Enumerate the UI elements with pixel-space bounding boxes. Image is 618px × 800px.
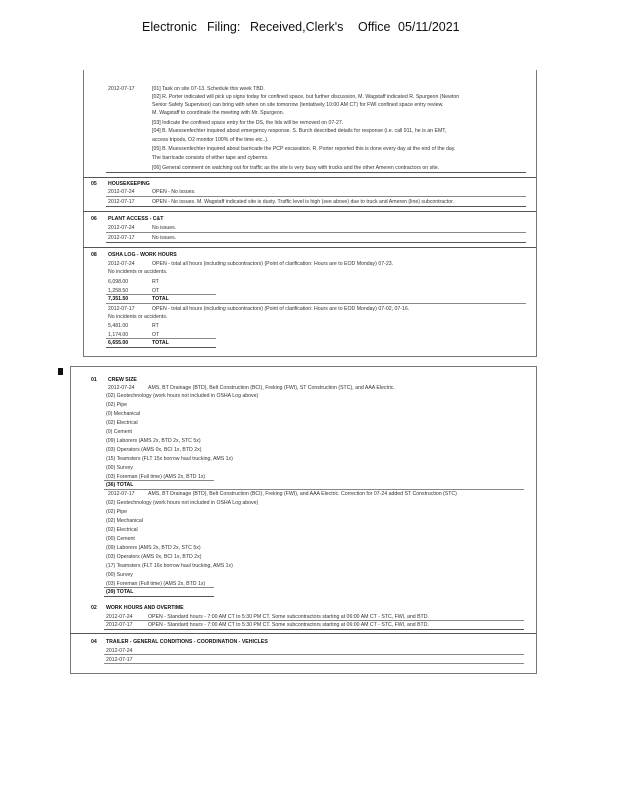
entry-date: 2012-07-17 bbox=[108, 86, 135, 92]
entry-line: [04] B. Muessenfechter inquired about emergency response. S. Burch described details for response (i.e. call 911, he is an EMT, bbox=[152, 128, 447, 134]
crew-item: (02) Electrical bbox=[106, 420, 138, 426]
header-received: Received,Clerk's bbox=[250, 20, 344, 34]
divider bbox=[83, 211, 536, 212]
row-date: 2012-07-24 bbox=[108, 261, 135, 267]
row-date: 2012-07-24 bbox=[108, 225, 135, 231]
row-text: OPEN - Standard hours - 7:00 AM CT to 5:30 PM CT. Some subcontractors starting at 06:00 AM CT - STC, FWI, and BTD. bbox=[148, 614, 429, 620]
crew-item: (09) Laborers (AMS 2x, BTD 2x, STC 5x) bbox=[106, 438, 201, 444]
divider bbox=[83, 177, 536, 178]
hours-value: 6,098.00 bbox=[108, 279, 129, 285]
divider bbox=[106, 338, 216, 339]
row-text: OPEN - No issues. M. Wagstaff indicated site is dusty. Traffic level is high (see above) due to truck and Ameren (line) subcontractor. bbox=[152, 199, 454, 205]
row-date: 2012-07-24 bbox=[106, 648, 133, 654]
crew-item: (02) Electrical bbox=[106, 527, 138, 533]
divider bbox=[104, 654, 524, 655]
divider bbox=[104, 629, 524, 630]
crew-item: (00) Survey bbox=[106, 465, 133, 471]
row-text: AMS, BT Drainage (BTD), Belt Construction (BCI), Freking (FWI), ST Construction (STC), and AAA Electric. bbox=[148, 385, 395, 391]
divider bbox=[104, 620, 524, 621]
row-date: 2012-07-24 bbox=[108, 385, 135, 391]
hours-label: OT bbox=[152, 288, 160, 294]
header-electronic: Electronic bbox=[142, 20, 197, 34]
section-title: HOUSEKEEPING bbox=[108, 181, 150, 187]
entry-line: [03] Indicate the confined space entry for the DS, the lids will be removed on 07-27. bbox=[152, 120, 344, 126]
scan-speck: · bbox=[300, 726, 302, 731]
row-date: 2012-07-24 bbox=[106, 614, 133, 620]
entry-line: [01] Task on site 07-13. Schedule this week TBD. bbox=[152, 86, 265, 92]
entry-line: [02] R. Porter indicated will pick up signs today for confined space, but further discussion, M. Wagstaff indicated R. Spurgeon (Newton bbox=[152, 94, 460, 100]
hours-value: 1,258.50 bbox=[108, 288, 129, 294]
entry-line: [05] B. Muessenfechter inquired about barricade the PCP excavation. R. Porter reported this is done every day at the end of the day. bbox=[152, 146, 456, 152]
divider bbox=[106, 347, 216, 348]
header-office: Office bbox=[358, 20, 391, 34]
section-title: CREW SIZE bbox=[108, 377, 137, 383]
section-number: 02 bbox=[91, 605, 97, 611]
divider bbox=[106, 206, 526, 207]
section-title: WORK HOURS AND OVERTIME bbox=[106, 605, 184, 611]
crew-item: (00) Cement bbox=[106, 536, 135, 542]
hours-total-label: TOTAL bbox=[152, 296, 169, 302]
header-filing: Filing: bbox=[207, 20, 241, 34]
section-number: 06 bbox=[91, 216, 97, 222]
hours-label: OT bbox=[152, 332, 160, 338]
crew-item: (03) Operators (AMS 0x, BCI 1x, BTD 2x) bbox=[106, 447, 202, 453]
divider bbox=[106, 232, 526, 233]
divider bbox=[104, 663, 524, 664]
row-text: OPEN - Standard hours - 7:00 AM CT to 5:30 PM CT. Some subcontractors starting at 06:00 AM CT - STC, FWI, and BTD. bbox=[148, 622, 429, 628]
row-date: 2012-07-17 bbox=[108, 235, 135, 241]
hours-total-value: 6,655.00 bbox=[108, 340, 129, 346]
entry-line: M. Wagstaff to coordinate the meeting with Mr. Spurgeon. bbox=[152, 110, 285, 116]
divider bbox=[106, 303, 526, 304]
crew-item: (02) Pipe bbox=[106, 402, 128, 408]
row-date: 2012-07-24 bbox=[108, 189, 135, 195]
crew-total: (36) TOTAL bbox=[106, 482, 134, 488]
entry-line: The barricade consists of either tape and cyberms. bbox=[152, 155, 269, 161]
crew-item: (0) Cement bbox=[106, 429, 132, 435]
section-title: TRAILER - GENERAL CONDITIONS - COORDINATION - VEHICLES bbox=[106, 639, 268, 645]
divider bbox=[106, 294, 216, 295]
divider bbox=[106, 172, 526, 173]
section-title: PLANT ACCESS - C&T bbox=[108, 216, 164, 222]
row-note: No incidents or accidents. bbox=[108, 314, 168, 320]
hours-total-label: TOTAL bbox=[152, 340, 169, 346]
section-number: 05 bbox=[91, 181, 97, 187]
hours-total-value: 7,351.50 bbox=[108, 296, 129, 302]
entry-line: [06] General comment on watching out for traffic as the site is very busy with trucks and the other Ameren contractors on site. bbox=[152, 165, 440, 171]
row-text: OPEN - total all hours (including subcontractors) (Point of clarification: Hours are to EOD Monday) 07-23. bbox=[152, 261, 394, 267]
divider bbox=[70, 633, 536, 634]
crew-item: (09) Laborers (AMS 2x, BTD 2x, STC 5x) bbox=[106, 545, 201, 551]
section-number: 01 bbox=[91, 377, 97, 383]
row-text: AMS, BT Drainage (BTD), Belt Construction (BCI), Freking (FWI), and AAA Electric. Correction for 07-24 added ST Construction (STC) bbox=[148, 491, 457, 497]
crew-item: (0) Mechanical bbox=[106, 411, 141, 417]
hours-value: 5,481.00 bbox=[108, 323, 129, 329]
divider bbox=[83, 247, 536, 248]
crew-item: (03) Foreman (Full time) (AMS 2x, BTD 1x) bbox=[106, 581, 206, 587]
divider bbox=[104, 489, 524, 490]
row-text: No issues. bbox=[152, 235, 177, 241]
hours-label: RT bbox=[152, 279, 159, 285]
hours-label: RT bbox=[152, 323, 159, 329]
crew-item: (03) Operators (AMS 0x, BCI 1x, BTD 2x) bbox=[106, 554, 202, 560]
page-marker bbox=[58, 368, 63, 375]
crew-item: (02) Mechanical bbox=[106, 518, 143, 524]
divider bbox=[104, 480, 214, 481]
row-note: No incidents or accidents. bbox=[108, 269, 168, 275]
filing-header bbox=[0, 20, 618, 40]
crew-item: (17) Teamsters (FLT 16x borrow haul trucking, AMS 1x) bbox=[106, 563, 233, 569]
row-date: 2012-07-17 bbox=[108, 306, 135, 312]
divider bbox=[106, 196, 526, 197]
row-date: 2012-07-17 bbox=[106, 657, 133, 663]
row-date: 2012-07-17 bbox=[108, 199, 135, 205]
section-number: 08 bbox=[91, 252, 97, 258]
crew-item: (02) Geotechnology (work hours not included in OSHA Log above) bbox=[106, 500, 259, 506]
crew-item: (02) Pipe bbox=[106, 509, 128, 515]
crew-item: (15) Teamsters (FLT 15x borrow haul trucking, AMS 1x) bbox=[106, 456, 233, 462]
entry-line: Senior Safety Supervisor) can bring with when on site tomorrow (tentatively 10:00 AM CT) for FWI confined space entry review. bbox=[152, 102, 444, 108]
row-text: No issues. bbox=[152, 225, 177, 231]
entry-line: access tripods, O2 monitor 100% of the time etc..). bbox=[152, 137, 269, 143]
section-title: OSHA LOG - WORK HOURS bbox=[108, 252, 177, 258]
row-date: 2012-07-17 bbox=[106, 622, 133, 628]
crew-item: (00) Survey bbox=[106, 572, 133, 578]
row-text: OPEN - No issues. bbox=[152, 189, 196, 195]
header-date: 05/11/2021 bbox=[398, 20, 460, 34]
row-date: 2012-07-17 bbox=[108, 491, 135, 497]
crew-item: (02) Geotechnology (work hours not included in OSHA Log above) bbox=[106, 393, 259, 399]
divider bbox=[104, 596, 214, 597]
hours-value: 1,174.00 bbox=[108, 332, 129, 338]
row-text: OPEN - total all hours (including subcontractors) (Point of clarification: Hours are to EOD Monday) 07-02, 07-16. bbox=[152, 306, 410, 312]
divider bbox=[106, 242, 526, 243]
divider bbox=[104, 587, 214, 588]
crew-total: (39) TOTAL bbox=[106, 589, 134, 595]
crew-item: (03) Foreman (Full time) (AMS 2x, BTD 1x) bbox=[106, 474, 206, 480]
section-number: 04 bbox=[91, 639, 97, 645]
